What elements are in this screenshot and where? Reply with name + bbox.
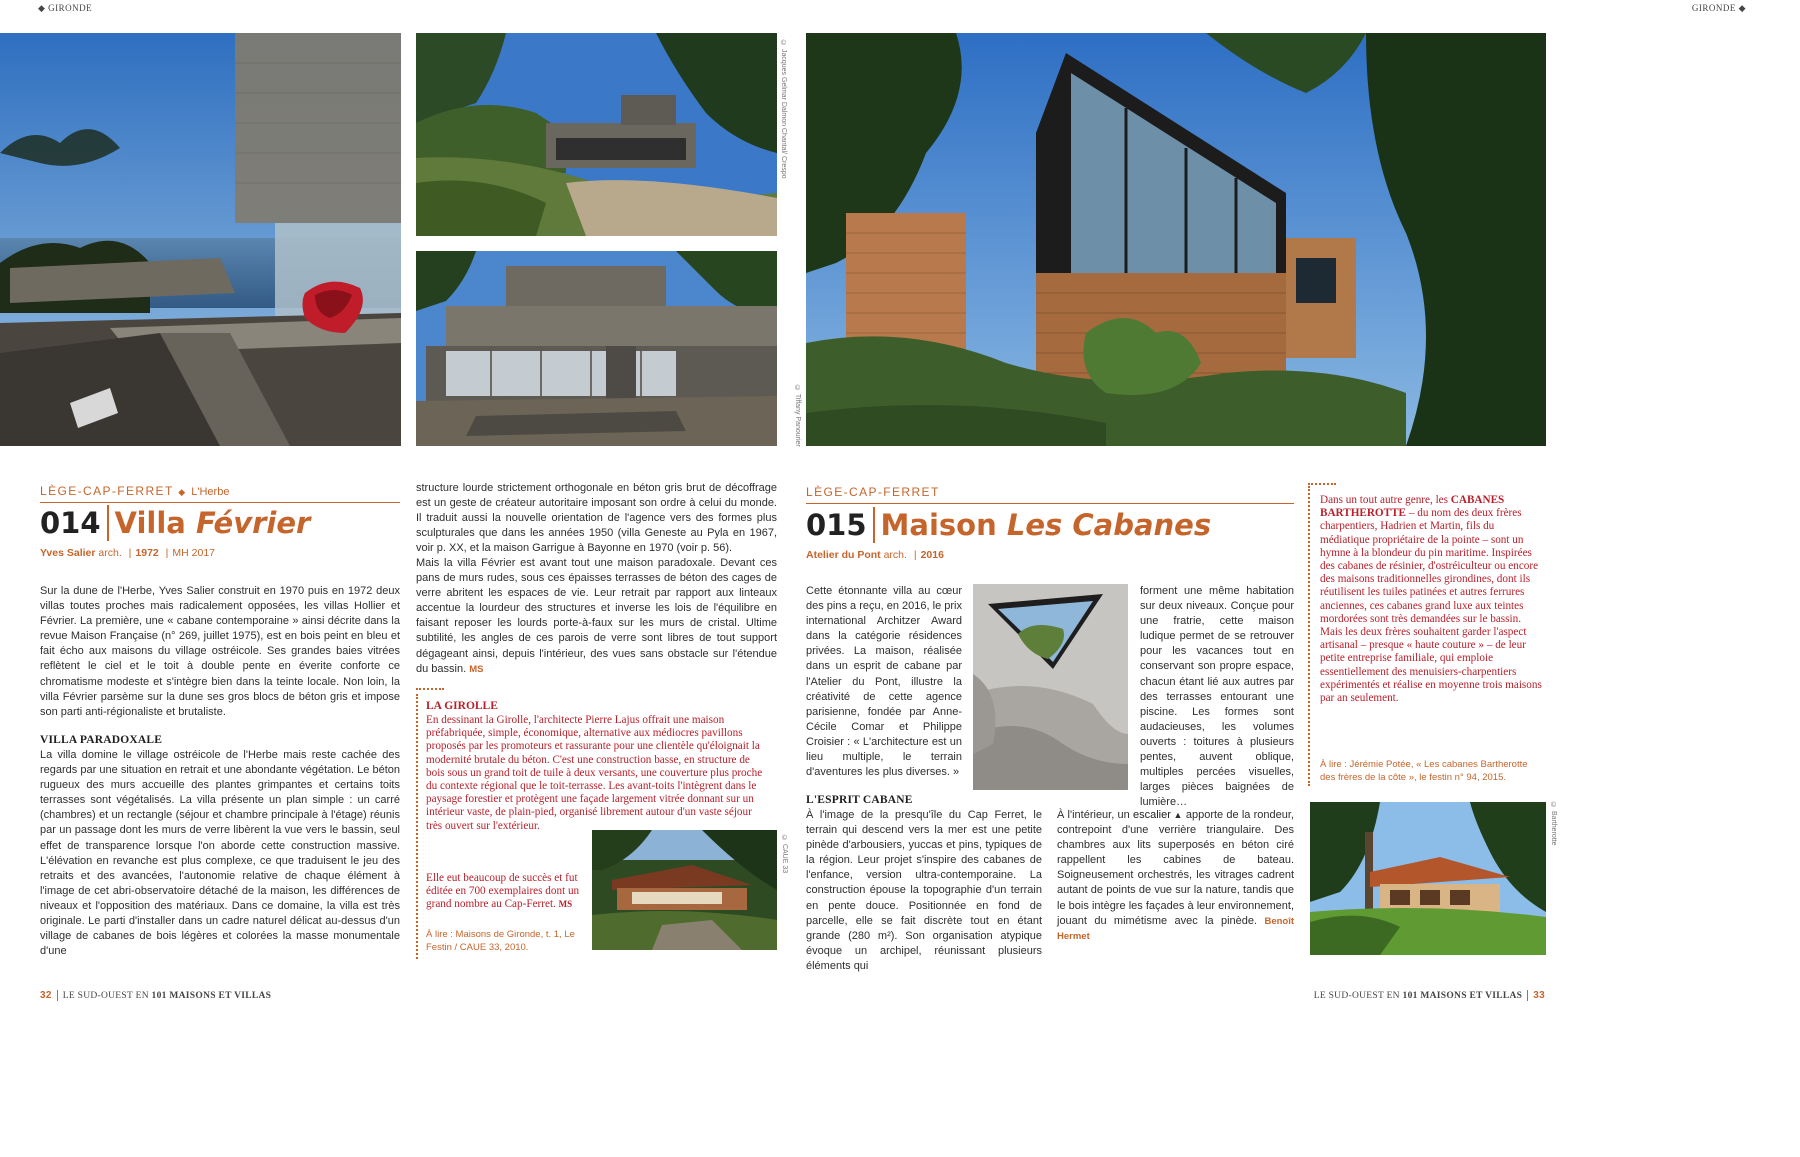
girolle-heading: LA GIROLLE [426, 700, 498, 712]
villa015-interior-b: escalier [1132, 809, 1171, 821]
villa014-year: 1972 [135, 547, 159, 559]
villa014-name [109, 505, 311, 541]
photo-credit-3: © CAUE 33 [781, 835, 788, 874]
cabanes-box-text1c: – du nom des deux frères charpentiers, Hadrien et Martin, fils du médiatique propriétaire de la pointe – sont un hymne à la blondeur du pin maritime. Inspirées des cabanes de résinier, d'ostréiculteur ou encore des maisons traditionnelles girondines, dont ils réutilisent les tuiles patinées et autres ferrures anciennes, ces cabanes grand luxe aux teintes mordorées sont très demandées sur le bassin. [1320, 507, 1539, 625]
villa014-subheading: VILLA PARADOXALE [40, 734, 163, 746]
girolle-signature: MS [558, 899, 573, 910]
villa015-title [806, 507, 1211, 543]
villa014-mh: MH 2017 [172, 547, 216, 559]
cabanes-box-divider [1308, 483, 1336, 485]
villa014-signature: MS [469, 663, 484, 675]
running-head-right: GIRONDE ◆ [1691, 3, 1746, 13]
villa015-intro: Cette étonnante villa au cœur des pins a reçu, en 2016, le prix international Architzer Award dans la catégorie résidences privées. La maison, réalisée dans un esprit de cabane par l'Atelier du Pont, illustre la créativité de cette agence parisienne, fondée par Anne-Cécile Comar et Philippe Croisier : « L'architecture est un lieu multiple, le terrain d'aventures les plus diverses. » [806, 585, 962, 779]
villa014-number: 014 [40, 505, 109, 541]
villa014-body: La villa domine le village ostréicole de l'Herbe mais reste cachée des regards par une situation en retrait et une abondante végétation. Le béton rugueux des murs accueille des plantes grimpantes et certains toits terrasses sont végétalisés. La villa présente un plan simple : un carré (chambres) et un rectangle (séjour et chambre principale à l'étage) réunis par un passage dont les murs de verre libèrent la vue vers le bassin, seul effet de transparence lorsque l'on aborde cette construction massive. L'élévation en revanche est plus complexe, ce que traduisent le jeu des retraits et des avancées, l'autonomie relative de chaque élément à l'image de cet abri-observatoire détaché de la maison, les différences de niveaux et l'opposition des matériaux. Dans ce domaine, la villa est très originale. Le parti d'installer dans un cadre naturel délicat au-dessus d'un village de cabanes de bois légères et colorées la masse monumentale d'une [40, 749, 400, 958]
villa015-architect: Atelier du Pont [806, 549, 881, 561]
cabanes-box-text2: Mais les deux frères souhaitent garder l'aspect artisanal – presque « haute couture » – de leur petite entreprise familiale, qui emploie essentiellement des menuisiers-charpentiers expérimentés et réalise en moyenne trois maisons par an seulement. [1320, 626, 1542, 705]
cabanes-box-text1b: CABANES BARTHEROTTE [1320, 494, 1505, 520]
villa015-interior: À l'intérieur, un escalier ▲ apporte de la rondeur, contrepoint d'une verrière triangulaire. Des chambres aux lits superposés en béton ciré rappellent les cabines de bateau. Soigneusement orchestrés, les vitrages cadrent autant de points de vue sur la nature, tandis que le bois intègre les façades à leur environnement, jouant du mimétisme avec la pinède. Benoît Hermet [1057, 809, 1295, 942]
villa015-meta: Atelier du Pont arch. | 2016 [806, 549, 944, 561]
villa015-year: 2016 [920, 549, 944, 561]
villa015-interior-a: À l'intérieur, un [1057, 809, 1133, 821]
girolle-text [426, 714, 766, 833]
folio-left-bold: 101 MAISONS ET VILLAS [151, 991, 272, 1001]
villa014-intro: Sur la dune de l'Herbe, Yves Salier construit en 1970 puis en 1972 deux villas toutes proches mais radicalement opposées, les villas Hollier et Février. La première, une « cabane contemporaine » ainsi décrite dans la revue Maison Française (n° 269, juillet 1975), est en bois peint en bleu et fait écho aux maisons du village ostréicole. Ses grandes baies vitrées reflètent le ciel et le toit à double pente en éverite conforte ce chromatisme modeste et s'intègre bien dans la teinte locale. Non loin, la villa Février parsème sur la dune ses gros blocs de béton gris et impose son parti anti-régionaliste et brutaliste. [40, 585, 400, 718]
running-head-left: ◆ GIRONDE [38, 3, 93, 13]
villa015-rule [806, 503, 1294, 504]
villa014-paradox-text: Mais la villa Février est avant tout une maison paradoxale. Devant ces pans de murs rudes, sous ces épaisses terrasses de béton des cages de verre abritent les espaces de vie. Leur retrait par rapport aux linteaux accentue la lourdeur des structures et inverse les lois de l'équilibre en faisant reposer les lourds porte-à-faux sur les murs de cristal. Ultime subtilité, les angles de ces parois de verre sont libres de tout support dégageant ainsi, depuis l'intérieur, des vues sans obstacle sur l'étendue du bassin. [416, 557, 777, 675]
villa014-body-cont: structure lourde strictement orthogonale en béton gris brut de décoffrage est un geste de créateur autoritaire imposant son ordre à celui du monde. Il traduit aussi la nouvelle orientation de l'agence vers des formes plus sculpturales que dans les années 1950 (villa Geneste au Pyla en 1967, voir p. XX, et la maison Garrigue à Bayonne en 1970 (voir p. 56). [416, 482, 777, 555]
villa014-rule [40, 502, 400, 503]
photo-credit-2: © Tiffany Panourier [794, 385, 801, 447]
villa014-body-paradox [416, 556, 777, 677]
folio-right-text: LE SUD-OUEST EN [1313, 991, 1403, 1001]
villa015-subheading: L'ESPRIT CABANE [806, 794, 913, 806]
cabanes-bartherotte-photo [1310, 802, 1546, 955]
girolle-text2: Elle eut beaucoup de succès et fut éditée en 700 exemplaires dont un grand nombre au Cap-Ferret. [426, 872, 580, 911]
villa-fevrier-dune-photo [416, 33, 777, 236]
page-number-left: 32 [40, 990, 52, 1001]
villa-fevrier-terrace-photo [0, 33, 401, 446]
girolle-photo [592, 830, 777, 950]
cabanes-box-text [1320, 494, 1544, 705]
cabanes-box-border [1308, 486, 1310, 786]
villa015-name [875, 507, 1212, 543]
villa014-architect: Yves Salier [40, 547, 96, 559]
maison-les-cabanes-photo [806, 33, 1546, 446]
folio-right [1314, 990, 1545, 1001]
villa014-meta: Yves Salier arch. | 1972 | MH 2017 [40, 547, 216, 559]
villa015-interior-c: apporte de la rondeur, contrepoint d'une verrière triangulaire. Des chambres aux lits superposés en béton ciré rappellent les cabines de bateau. Soigneusement orchestrés, les vitrages cadrent autant de points de vue sur la nature, tandis que le bois intègre les façades à leur environnement, jouant du mimétisme avec la pinède. [1057, 809, 1294, 927]
cabanes-staircase-photo [973, 584, 1128, 790]
girolle-text-end [426, 872, 586, 912]
folio-left [40, 990, 271, 1001]
girolle-read: À lire : Maisons de Gironde, t. 1, Le Festin / CAUE 33, 2010. [426, 929, 575, 953]
villa015-body-right: forment une même habitation sur deux niveaux. Conçue pour une fratrie, cette maison ludique permet de se retrouver pour les vacances tout en conservant son propre espace, chacun étant lié aux autres par des terrasses entourant une piscine. Les formes sont audacieuses, les volumes ouverts : toitures à plusieurs pentes, auvent oblique, multiples percées visuelles, larges pièces baignées de lumière… [1140, 585, 1294, 809]
villa-fevrier-facade-photo [416, 251, 777, 446]
villa014-sublocation: L'Herbe [191, 486, 230, 498]
villa015-name-italic: Les Cabanes [1006, 508, 1212, 542]
villa015-location: LÈGE-CAP-FERRET [806, 485, 940, 499]
villa014-name-prefix: Villa [114, 506, 196, 540]
villa014-arch: arch. [98, 547, 122, 559]
girolle-divider [416, 688, 444, 690]
villa014-title [40, 505, 310, 541]
photo-credit-1: © Jacques Gelmar Dalmon Chantal/ Crespo [780, 40, 787, 179]
villa015-signature: Benoît Hermet [1057, 915, 1295, 942]
folio-right-bold: 101 MAISONS ET VILLAS [1402, 991, 1523, 1001]
villa014-name-italic: Février [195, 506, 311, 540]
girolle-text1: En dessinant la Girolle, l'architecte Pierre Lajus offrait une maison préfabriquée, simple, économique, alternative aux médiocres pavillons proposés par les promoteurs et rassurante pour une clientèle qu'éloignait la modernité brutale du béton. C'est une construction basse, en structure de bois sous un grand toit de tuile à deux versants, une couverture plus proche du contexte régional que le toit-terrasse. Les avant-toits l'intègrent dans le paysage forestier et protègent une façade largement vitrée donnant sur un intérieur vaste, de plain-pied, organisé librement autour d'un vaste séjour très ouvert sur l'extérieur. [426, 714, 763, 832]
folio-left-text: LE SUD-OUEST EN [62, 991, 152, 1001]
cabanes-box-read: À lire : Jérémie Potée, « Les cabanes Bartherotte des frères de la côte », le festin n° 94, 2015. [1320, 759, 1528, 783]
photo-credit-4: © Bartherotte [1550, 802, 1557, 846]
villa014-location-main: LÈGE-CAP-FERRET [40, 484, 174, 498]
page-number-right: 33 [1533, 990, 1545, 1001]
cabanes-box-text1a: Dans un tout autre genre, les [1320, 494, 1451, 506]
villa015-arch: arch. [883, 549, 907, 561]
villa015-number: 015 [806, 507, 875, 543]
villa015-body: À l'image de la presqu'île du Cap Ferret, le terrain qui descend vers la mer est une petite pinède d'arbousiers, yuccas et pins, typiques de la région. Leur projet s'inspire des cabanes de l'enfance, version ultra-contemporaine. La construction épouse la topographie d'un terrain en pente douce. Positionnée en fond de parcelle, elle se fait discrète tout en étant grande (280 m²). Son organisation atypique évoque un archipel, réunissant plusieurs éléments qui [806, 809, 1042, 972]
villa015-name-prefix: Maison [880, 508, 1007, 542]
villa014-location: LÈGE-CAP-FERRET ◆ L'Herbe [40, 484, 230, 498]
